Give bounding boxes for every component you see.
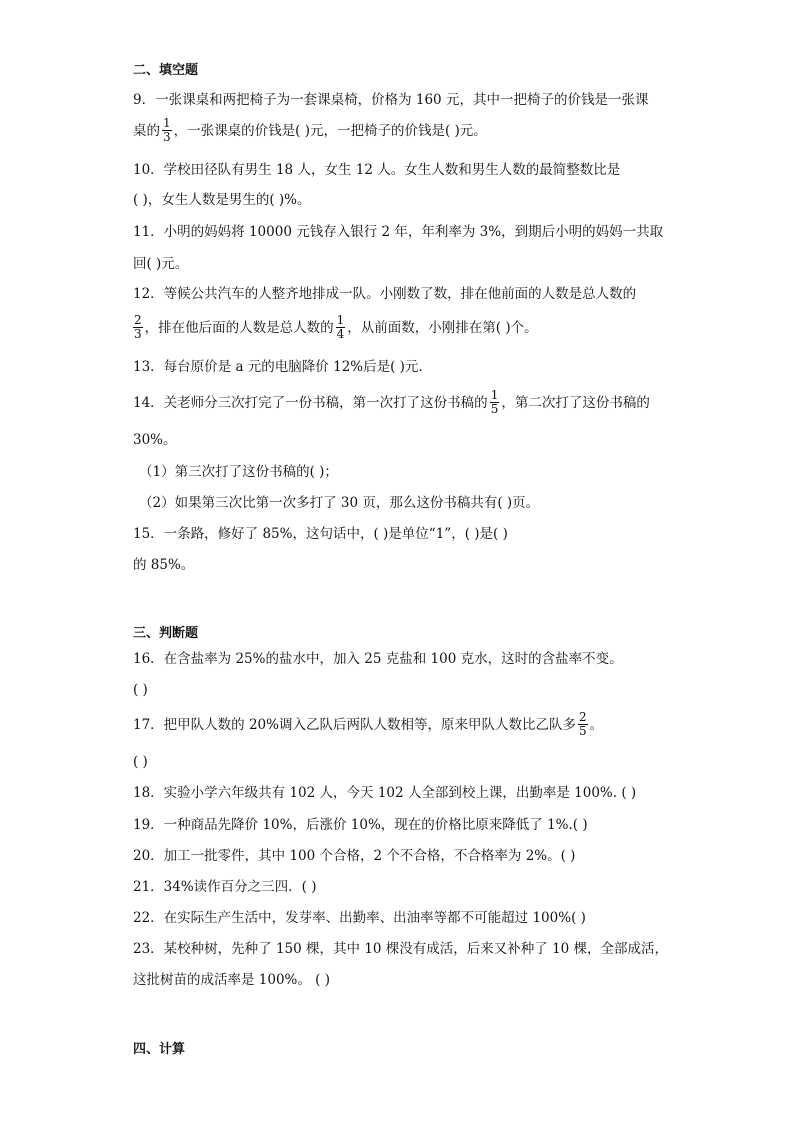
question-14-line-2: 30%。 — [133, 432, 177, 448]
fraction-numerator: 1 — [336, 313, 345, 328]
question-10-line-2: ( )，女生人数是男生的( )%。 — [133, 192, 311, 208]
question-14-sub-1: （1）第三次打了这份书稿的( )； — [139, 464, 338, 480]
question-12-line-1: 12．等候公共汽车的人整齐地排成一队。小刚数了数，排在他前面的人数是总人数的 — [133, 286, 637, 302]
question-15-line-1: 15．一条路，修好了 85%，这句话中，( )是单位“1”，( )是( ) — [133, 526, 508, 542]
question-14-sub-2: （2）如果第三次比第一次多打了 30 页，那么这份书稿共有( )页。 — [139, 495, 540, 511]
section-heading-compute: 四、计算 — [133, 1042, 186, 1057]
fraction-numerator: 2 — [578, 710, 587, 725]
question-21: 21．34%读作百分之三四．( ) — [133, 879, 317, 895]
question-14-line-1 — [133, 390, 650, 417]
fraction-one-third — [162, 117, 172, 143]
fraction-one-fifth — [490, 389, 500, 415]
fraction-denominator: 4 — [336, 327, 345, 341]
question-18: 18．实验小学六年级共有 102 人，今天 102 人全部到校上课，出勤率是 100%. ( ) — [133, 785, 637, 801]
question-23-line-1: 23．某校种树，先种了 150 棵，其中 10 棵没有成活，后来又补种了 10 棵，全部成活， — [133, 941, 669, 957]
fraction-numerator: 1 — [163, 116, 171, 131]
document-page — [133, 0, 693, 1123]
question-9-text-b: ，一张课桌的价钱是( )元，一把椅子的价钱是( )元。 — [173, 123, 487, 139]
question-17-line-1 — [133, 712, 603, 739]
question-12-text-b: ，从前面数，小刚排在第( )个。 — [347, 320, 538, 336]
section-heading-fill-blank: 二、填空题 — [133, 63, 199, 78]
fraction-two-thirds — [133, 314, 143, 340]
section-heading-judge: 三、判断题 — [133, 626, 199, 641]
question-14-text-a: 14．关老师分三次打完了一份书稿，第一次打了这份书稿的 — [133, 395, 488, 411]
question-14-text-b: ，第二次打了这份书稿的 — [501, 395, 650, 411]
question-9-text-a: 桌的 — [133, 123, 160, 139]
fraction-numerator: 1 — [490, 388, 499, 403]
question-16-line-1: 16．在含盐率为 25%的盐水中，加入 25 克盐和 100 克水，这时的含盐率不变。 — [133, 651, 623, 667]
question-13: 13．每台原价是 a 元的电脑降价 12%后是( )元． — [133, 359, 432, 375]
question-22: 22．在实际生产生活中，发芽率、出勤率、出油率等都不可能超过 100%( ) — [133, 910, 586, 926]
question-20: 20．加工一批零件，其中 100 个合格，2 个不合格，不合格率为 2%。( ) — [133, 848, 576, 864]
fraction-numerator: 2 — [134, 313, 142, 328]
fraction-denominator: 3 — [134, 327, 142, 341]
question-10-line-1: 10．学校田径队有男生 18 人，女生 12 人。女生人数和男生人数的最简整数比是 — [133, 162, 621, 178]
question-12-text-a: ，排在他后面的人数是总人数的 — [144, 320, 334, 336]
question-12-line-2 — [133, 315, 538, 342]
question-11-line-1: 11．小明的妈妈将 10000 元钱存入银行 2 年，年利率为 3%，到期后小明的妈妈一共取 — [133, 224, 664, 240]
fraction-two-fifths — [578, 711, 588, 737]
fraction-one-quarter — [336, 314, 346, 340]
question-15-line-2: 的 85%。 — [133, 557, 195, 573]
question-17-answer: ( ) — [133, 754, 148, 770]
question-17-text-a: 17．把甲队人数的 20%调入乙队后两队人数相等，原来甲队人数比乙队多 — [133, 717, 576, 733]
question-23-line-2: 这批树苗的成活率是 100%。 ( ) — [133, 972, 331, 988]
fraction-denominator: 5 — [490, 402, 499, 416]
fraction-denominator: 5 — [578, 724, 587, 738]
question-11-line-2: 回( )元。 — [133, 256, 189, 272]
question-9-line-2 — [133, 118, 487, 145]
question-9-line-1: 9．一张课桌和两把椅子为一套课桌椅，价格为 160 元，其中一把椅子的价钱是一张课 — [133, 92, 649, 108]
fraction-denominator: 3 — [163, 130, 171, 144]
question-19: 19．一种商品先降价 10%，后涨价 10%，现在的价格比原来降低了 1%.( ) — [133, 817, 588, 833]
question-17-text-b: 。 — [589, 717, 604, 733]
question-16-answer: ( ) — [133, 682, 148, 698]
